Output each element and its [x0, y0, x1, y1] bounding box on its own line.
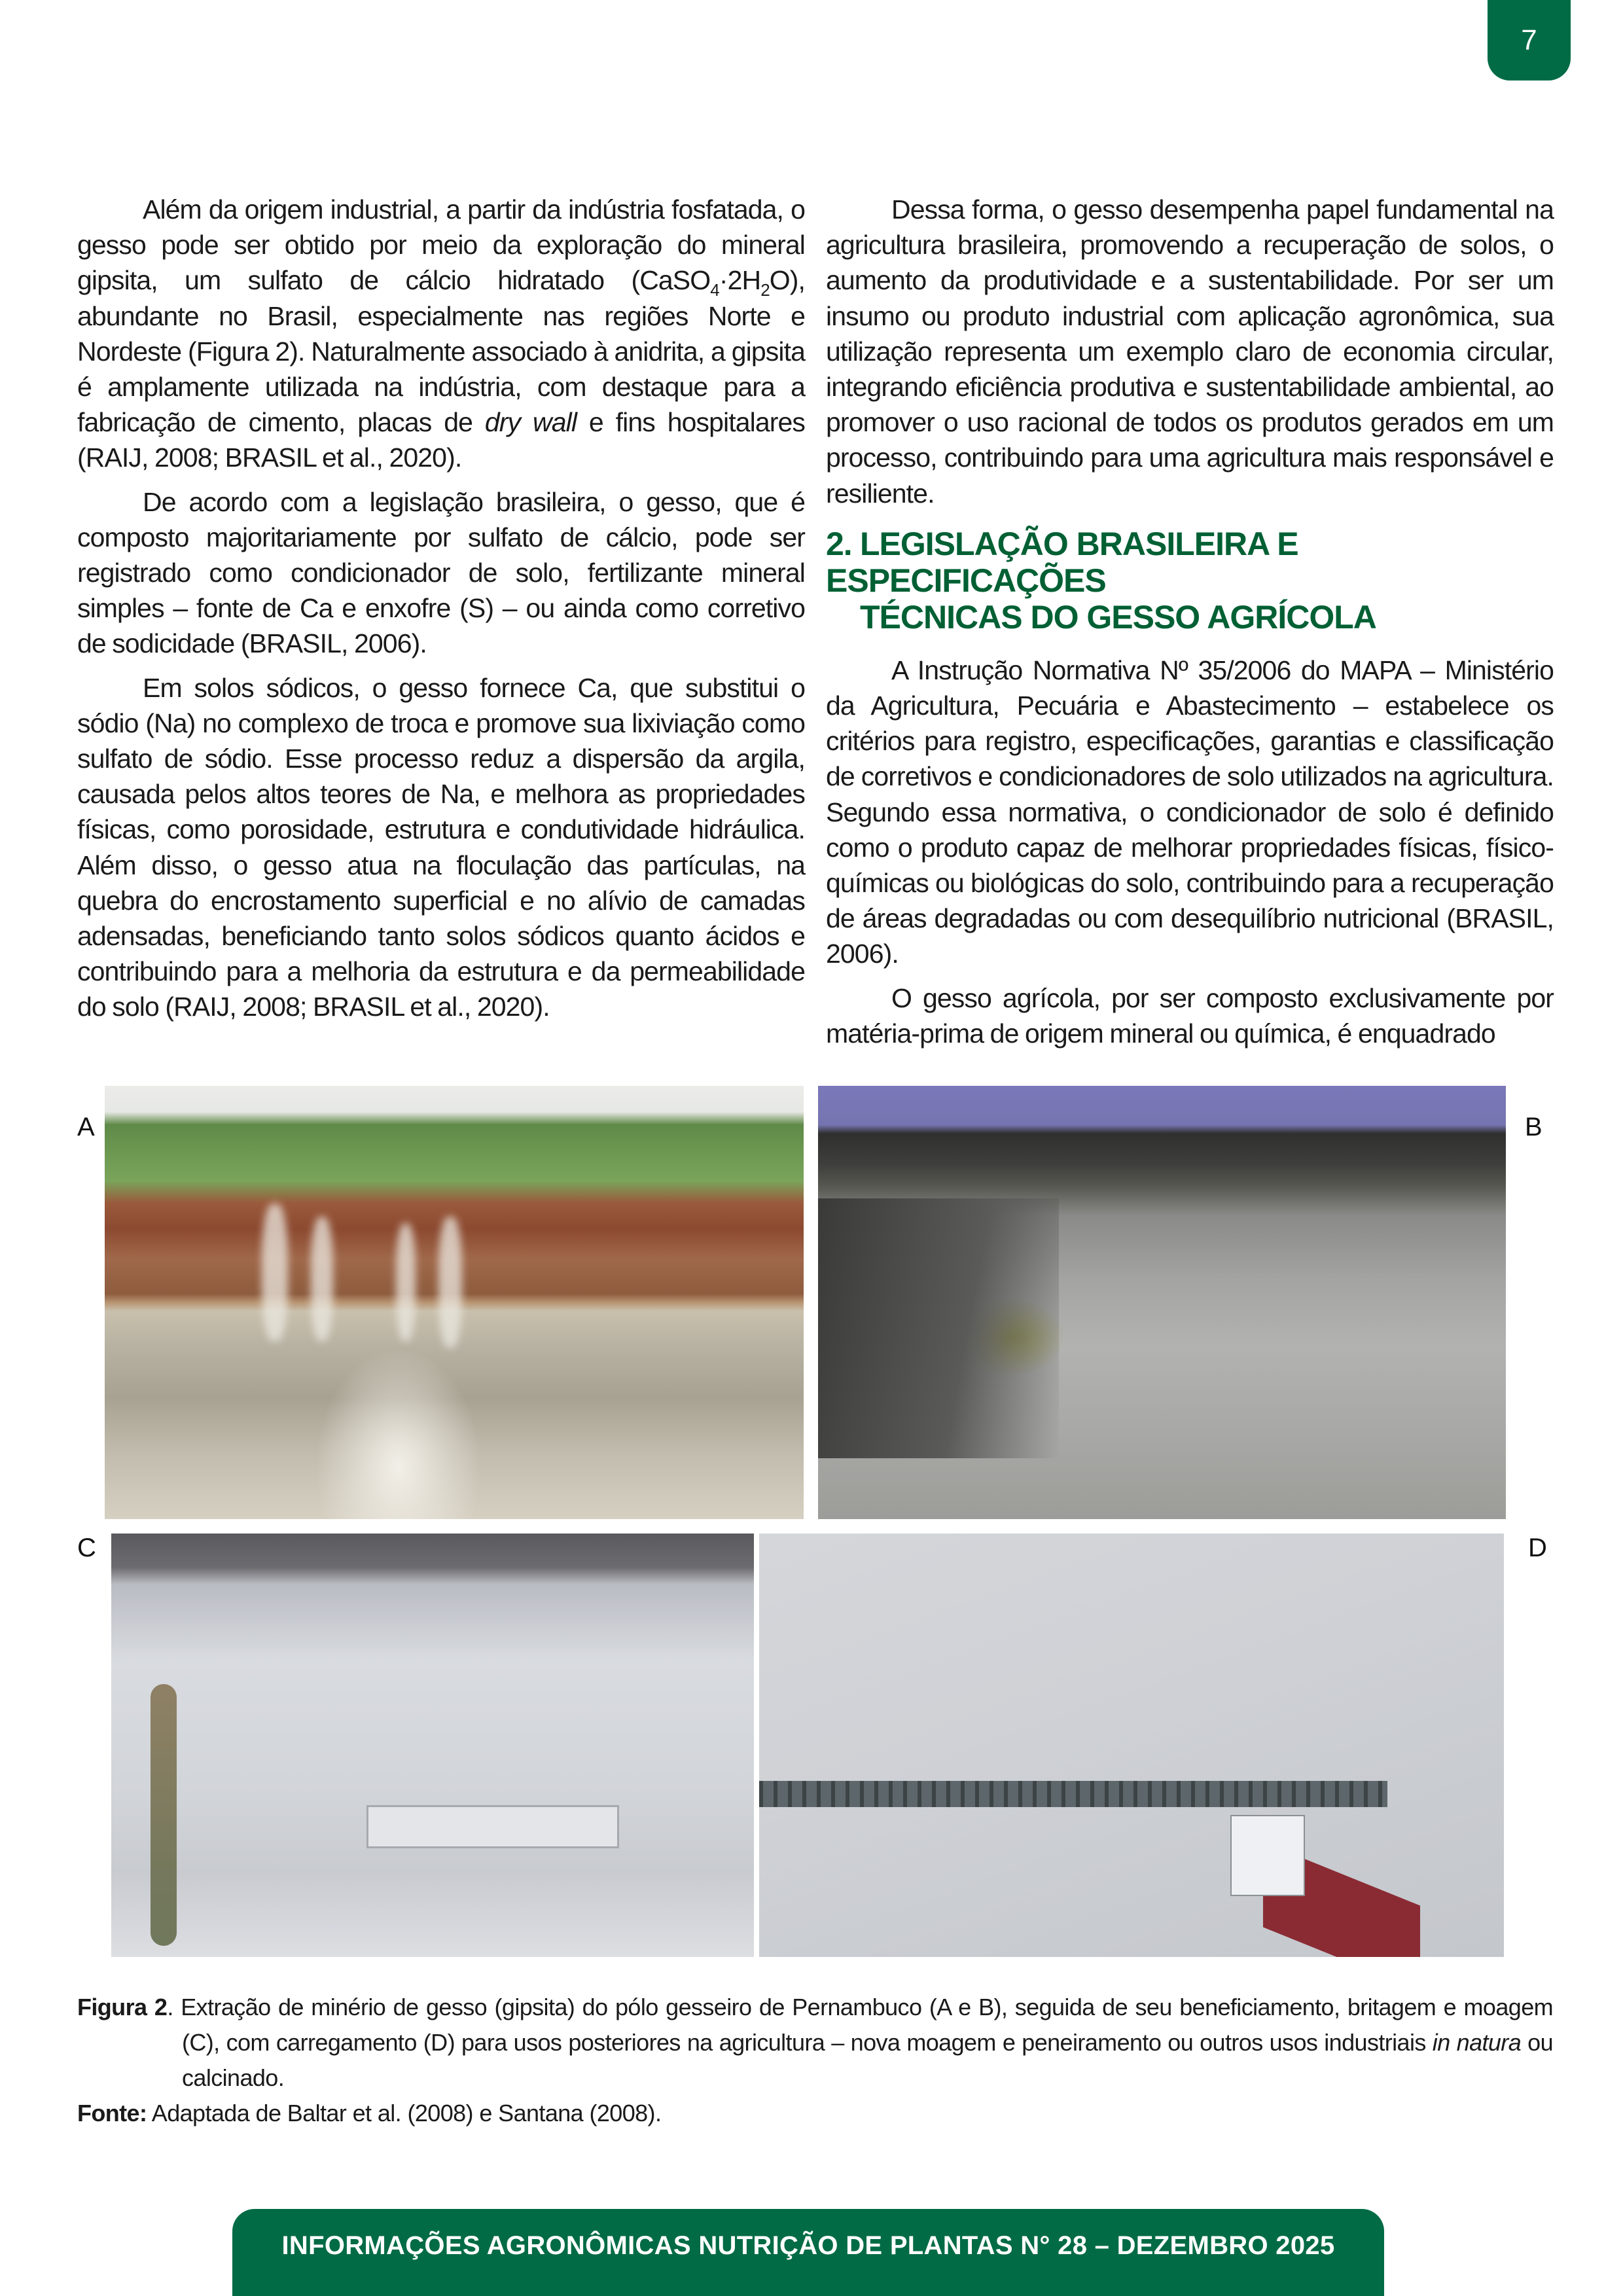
section-heading: [826, 526, 1554, 636]
panel-label-a: A: [77, 1113, 95, 1141]
paragraph-legislation: De acordo com a legislação brasileira, o gesso, que é composto majoritariamente por sulfato de cálcio, pode ser registrado como condicionador de solo, fertilizante mineral simples – fonte de Ca e enxofre (S) – ou ainda como corretivo de sodicidade (BRASIL, 2006).: [77, 486, 805, 659]
paragraph-normative: A Instrução Normativa Nº 35/2006 do MAPA – Ministério da Agricultura, Pecuária e Abastecimento – estabelece os critérios para registro, especificações, garantias e classificação de corretivos e condicionadores de solo utilizados na agricultura. Segundo essa normativa, o condicionador de solo é definido como o produto capaz de melhorar propriedades físicas, físico-químicas ou biológicas do solo, contribuindo para a recuperação de áreas degradadas ou com desequilíbrio nutricional (BRASIL, 2006).: [826, 655, 1554, 969]
photo-crushing-plant: [111, 1534, 754, 1957]
text-span: O), abundante no Brasil, especialmente nas regiões Norte e Nordeste (Figura 2). Naturalmente associado à anidrita, a gipsita é amplamente utilizada na indústria, com destaque para a fabricação de cimento, placas de: [77, 265, 805, 438]
paragraph-circular-economy: Dessa forma, o gesso desempenha papel fundamental na agricultura brasileira, promovendo a recuperação de solos, o aumento da produtividade e a sustentabilidade. Por ser um insumo ou produto industrial com aplicação agronômica, sua utilização representa um exemplo claro de economia circular, integrando eficiência produtiva e sustentabilidade ambiental, ao promover o uso racional de todos os produtos gerados em um processo, contribuindo para uma agricultura mais responsável e resiliente.: [826, 194, 1554, 509]
section-number: 2.: [826, 525, 852, 562]
left-column: [77, 192, 805, 1033]
photo-conveyor-loading: [759, 1534, 1504, 1957]
panel-label-b: B: [1525, 1113, 1543, 1141]
pit-wall: [818, 1198, 1059, 1458]
italic-term: dry wall: [484, 407, 577, 438]
footer-title: INFORMAÇÕES AGRONÔMICAS NUTRIÇÃO DE PLANTAS N° 28 – DEZEMBRO 2025: [281, 2231, 1335, 2260]
section-title-line-2: TÉCNICAS DO GESSO AGRÍCOLA: [860, 598, 1376, 636]
photo-open-pit-mine: [818, 1086, 1506, 1519]
text-span: e fins hospitalares (RAIJ, 2008; BRASIL et al., 2020).: [77, 407, 805, 473]
text-span: Além da origem industrial, a partir da indústria fosfatada, o gesso pode ser obtido por meio da exploração do mineral gipsita, um sulfato de cálcio hidratado (CaSO: [77, 194, 805, 296]
caption-label: Figura 2: [77, 1994, 168, 2020]
page-number-badge: [1488, 0, 1571, 81]
caption-body: . Extração de minério de gesso (gipsita) do pólo gesseiro de Pernambuco (A e B), seguida de seu beneficiamento, britagem e moagem (C), com carregamento (D) para usos posteriores na agricultura – nova moagem e peneiramento ou outros usos industriais: [167, 1994, 1554, 2056]
dust-plume: [262, 1204, 288, 1341]
paragraph-gesso-agricola: O gesso agrícola, por ser composto exclusivamente por matéria-prima de origem mineral ou química, é enquadrado: [826, 982, 1554, 1049]
figure-caption: [77, 1990, 1553, 2131]
source-line: [77, 2096, 1553, 2131]
dust-plume: [438, 1217, 462, 1348]
photo-quarry-blast: [105, 1086, 804, 1519]
source-text: Adaptada de Baltar et al. (2008) e Santana (2008).: [147, 2100, 662, 2126]
dust-plume: [311, 1217, 333, 1341]
paragraph-gipsita-origin: [77, 192, 805, 476]
panel-label-d: D: [1528, 1534, 1547, 1562]
hopper: [366, 1805, 619, 1848]
truck-cab: [1230, 1815, 1305, 1896]
dust-plume: [396, 1223, 416, 1341]
conveyor-belt: [759, 1781, 1387, 1807]
section-title-line-1: LEGISLAÇÃO BRASILEIRA E ESPECIFICAÇÕES: [826, 525, 1298, 599]
panel-label-c: C: [77, 1534, 96, 1562]
caption-body-end: ou calcinado.: [182, 2029, 1553, 2091]
right-column: [826, 192, 1554, 1060]
source-label: Fonte:: [77, 2100, 147, 2126]
subscript: 2: [760, 280, 770, 300]
caption-text: [77, 1990, 1553, 2096]
tree: [151, 1684, 177, 1946]
subscript: 4: [710, 280, 719, 300]
paragraph-sodic-soils: Em solos sódicos, o gesso fornece Ca, que substitui o sódio (Na) no complexo de troca e promove sua lixiviação como sulfato de sódio. Esse processo reduz a dispersão da argila, causada pelos altos teores de Na, e melhora as propriedades físicas, como porosidade, estrutura e condutividade hidráulica. Além disso, o gesso atua na floculação das partículas, na quebra do encrostamento superficial e no alívio de camadas adensadas, beneficiando tanto solos sódicos quanto ácidos e contribuindo para a melhoria da estrutura e da permeabilidade do solo (RAIJ, 2008; BRASIL et al., 2020).: [77, 672, 805, 1022]
text-span: ·2H: [719, 265, 761, 296]
page-number: 7: [1521, 24, 1537, 56]
caption-italic: in natura: [1432, 2029, 1522, 2056]
footer-bar: [232, 2209, 1384, 2296]
